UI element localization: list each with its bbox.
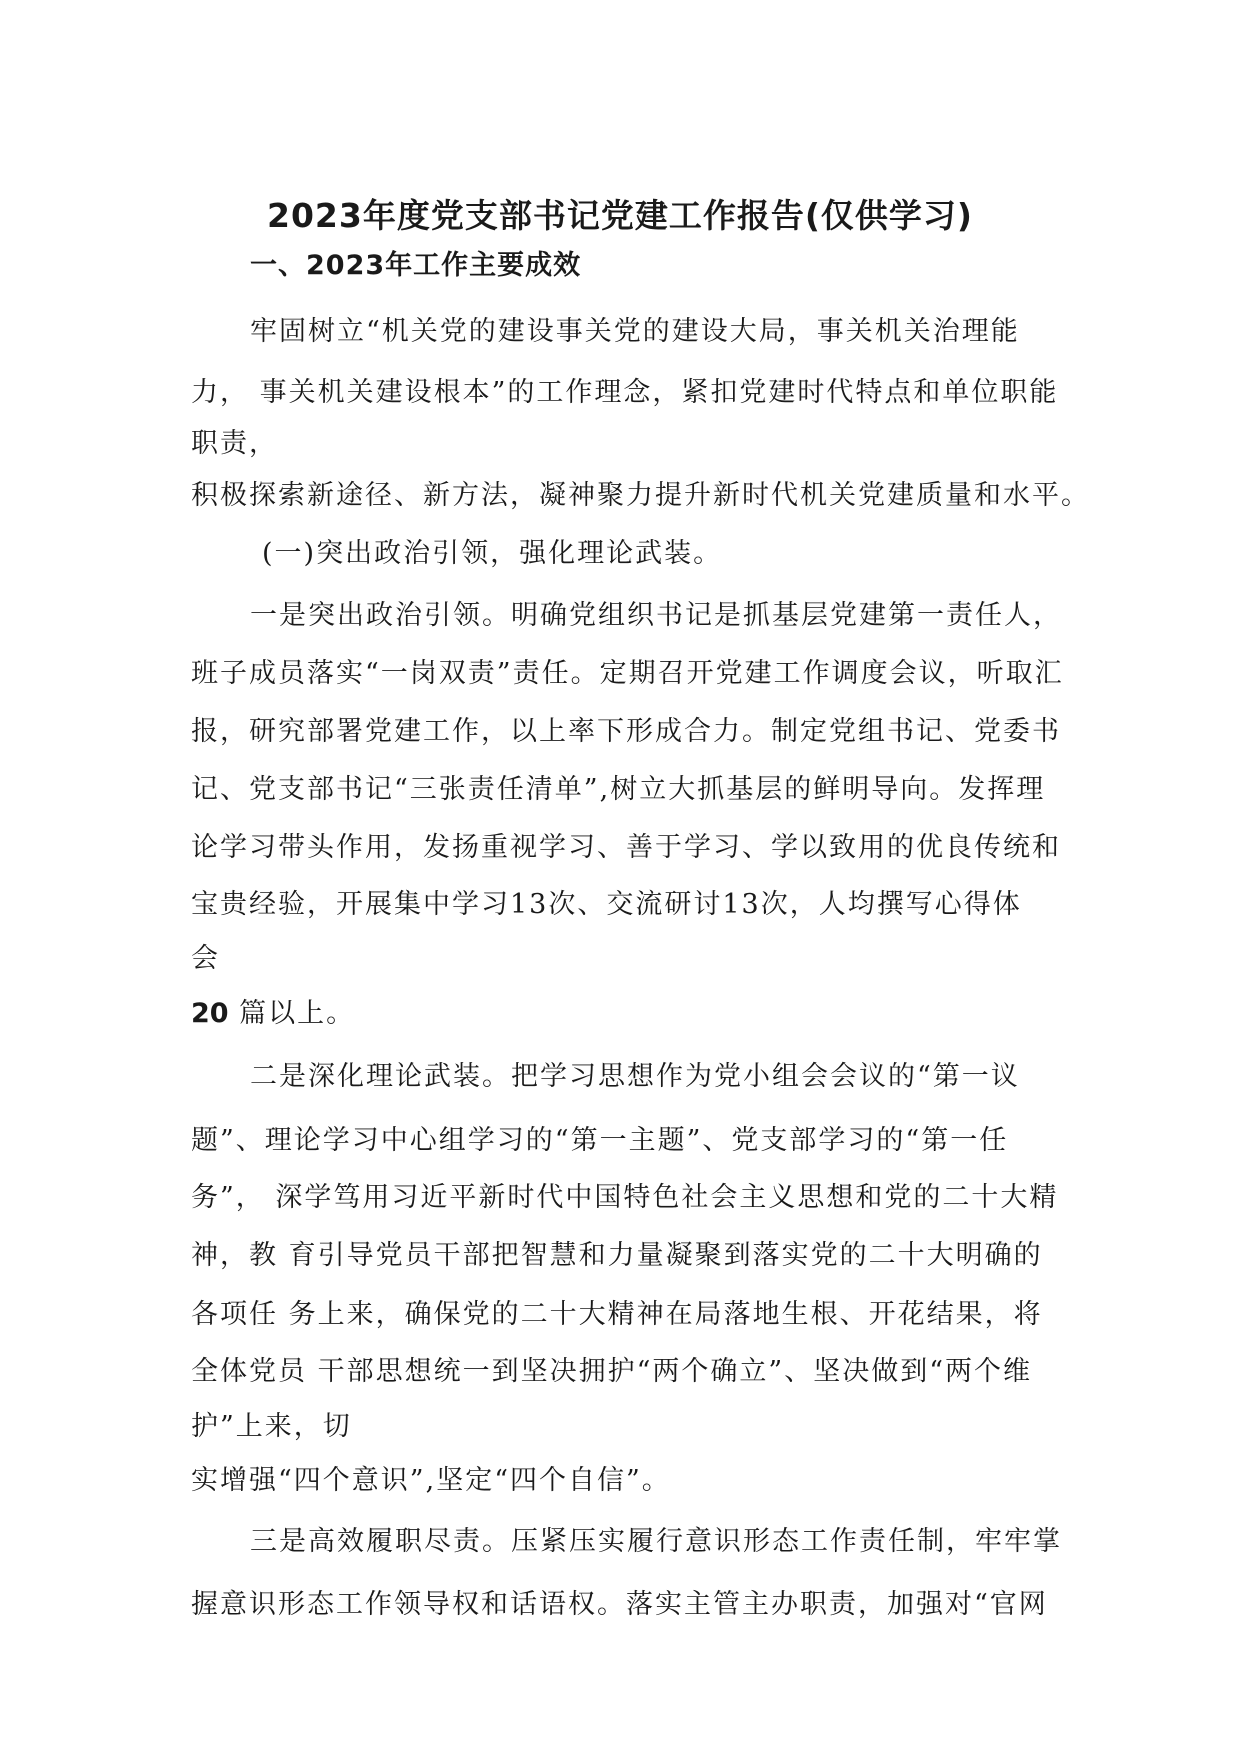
document-title: 2023年度党支部书记党建工作报告(仅供学习): [266, 196, 973, 235]
paragraph-line: 牢固树立“机关党的建设事关党的建设大局，事关机关治理能: [250, 316, 1020, 347]
paragraph-line: 全体党员 干部思想统一到坚决拥护“两个确立”、坚决做到“两个维: [191, 1356, 1032, 1387]
paragraph-line: 护”上来，切: [191, 1411, 352, 1442]
paragraph-line: 职责，: [191, 428, 278, 459]
paragraph-line: 握意识形态工作领导权和话语权。落实主管主办职责，加强对“官网: [191, 1589, 1048, 1620]
paragraph-line: 班子成员落实“一岗双责”责任。定期召开党建工作调度会议，听取汇: [191, 658, 1064, 689]
paragraph-last-line: [191, 1000, 355, 1027]
paragraph-line: 记、党支部书记“三张责任清单”,树立大抓基层的鲜明导向。发挥理: [191, 774, 1046, 805]
paragraph-line: 会: [191, 943, 220, 974]
paragraph-line: 各项任 务上来，确保党的二十大精神在局落地生根、开花结果，将: [191, 1299, 1043, 1330]
paragraph-line: 三是高效履职尽责。压紧压实履行意识形态工作责任制，牢牢掌: [250, 1526, 1062, 1557]
paragraph-line: 题”、理论学习中心组学习的“第一主题”、党支部学习的“第一任: [191, 1125, 1009, 1156]
paragraph-line: 神，教 育引导党员干部把智慧和力量凝聚到落实党的二十大明确的: [191, 1240, 1043, 1271]
paragraph-line: 报，研究部署党建工作，以上率下形成合力。制定党组书记、党委书: [191, 716, 1061, 747]
paragraph-line: 实增强“四个意识”,坚定“四个自信”。: [191, 1465, 671, 1496]
paragraph-line: 论学习带头作用，发扬重视学习、善于学习、学以致用的优良传统和: [191, 832, 1061, 863]
section-heading: 一、2023年工作主要成效: [250, 250, 582, 281]
paragraph-line: 一是突出政治引领。明确党组织书记是抓基层党建第一责任人，: [250, 600, 1062, 631]
paragraph-line: 务”， 深学笃用习近平新时代中国特色社会主义思想和党的二十大精: [191, 1182, 1059, 1213]
subheading: (一)突出政治引领，强化理论武装。: [262, 538, 723, 569]
paragraph-line: 宝贵经验，开展集中学习13次、交流研讨13次，人均撰写心得体: [191, 889, 1022, 920]
paragraph-line: 积极探索新途径、新方法，凝神聚力提升新时代机关党建质量和水平。: [191, 480, 1090, 511]
count-number: 20: [191, 998, 229, 1029]
paragraph-line-text: 篇以上。: [228, 998, 356, 1029]
paragraph-line: 二是深化理论武装。把学习思想作为党小组会会议的“第一议: [250, 1061, 1020, 1092]
paragraph-line: 力， 事关机关建设根本”的工作理念，紧扣党建时代特点和单位职能: [191, 377, 1059, 408]
